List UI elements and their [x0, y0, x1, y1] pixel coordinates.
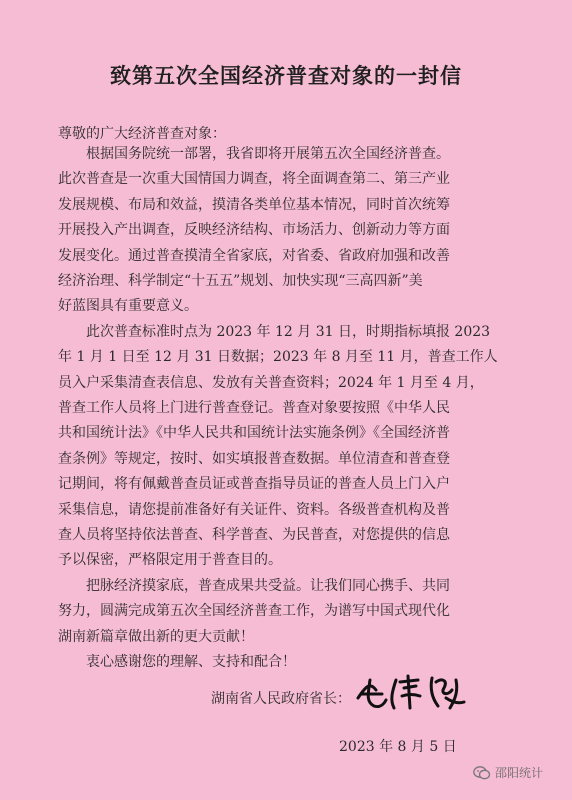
body-line: 查人员将坚持依法普查、科学普查、为民普查，对您提供的信息	[58, 527, 450, 543]
body-line: 把脉经济摸家底，普查成果共受益。让我们同心携手、共同	[86, 577, 450, 594]
letter-body	[58, 144, 528, 670]
body-line: 开展投入产出调查，反映经济结构、市场活力、创新动力等方面	[58, 222, 450, 239]
source-watermark	[473, 764, 543, 781]
handwritten-signature	[352, 668, 472, 714]
body-line: 此次普查是一次重大国情国力调查，将全面调查第二、第三产业	[58, 171, 450, 188]
body-line: 湖南新篇章做出新的更大贡献！	[58, 628, 254, 645]
body-line: 发展变化。通过普查摸清全省家底，对省委、省政府加强和改善	[58, 247, 450, 264]
body-line: 经济治理、科学制定“十五五”规划、加快实现“三高四新”美	[58, 273, 423, 289]
body-line: 予以保密，严格限定用于普查目的。	[58, 552, 282, 569]
body-line: 衷心感谢您的理解、支持和配合！	[86, 654, 296, 670]
letter-greeting: 尊敬的广大经济普查对象：	[58, 126, 226, 142]
body-line: 此次普查标准时点为 2023 年 12 月 31 日，时期指标填报 2023	[86, 323, 491, 340]
letter-date: 2023 年 8 月 5 日	[339, 739, 457, 755]
signatory-label: 湖南省人民政府省长：	[211, 691, 351, 707]
body-line: 发展规模、布局和效益，摸清各类单位基本情况，同时首次统筹	[58, 196, 450, 213]
body-line: 年 1 月 1 日至 12 月 31 日数据；2023 年 8 月至 11 月，普查工作人	[58, 349, 498, 366]
body-line: 记期间，将有佩戴普查员证或普查指导员证的普查人员上门入户	[58, 476, 450, 493]
body-line: 员入户采集清查表信息、发放有关普查资料；2024 年 1 月至 4 月，	[58, 374, 484, 391]
body-line: 好蓝图具有重要意义。	[58, 298, 198, 315]
body-line: 普查工作人员将上门进行普查登记。普查对象要按照《中华人民	[58, 400, 450, 416]
body-line: 共和国统计法》《中华人民共和国统计法实施条例》《全国经济普	[58, 425, 450, 442]
body-line: 采集信息，请您提前准备好有关证件、资料。各级普查机构及普	[58, 501, 450, 518]
watermark-text: 邵阳统计	[495, 766, 544, 780]
wechat-official-account-icon	[473, 765, 491, 781]
body-line: 根据国务院统一部署，我省即将开展第五次全国经济普查。	[86, 146, 450, 162]
body-line: 努力，圆满完成第五次全国经济普查工作，为谱写中国式现代化	[58, 603, 450, 620]
letter-title: 致第五次全国经济普查对象的一封信	[110, 63, 462, 88]
body-line: 查条例》等规定，按时、如实填报普查数据。单位清查和普查登	[58, 450, 450, 467]
